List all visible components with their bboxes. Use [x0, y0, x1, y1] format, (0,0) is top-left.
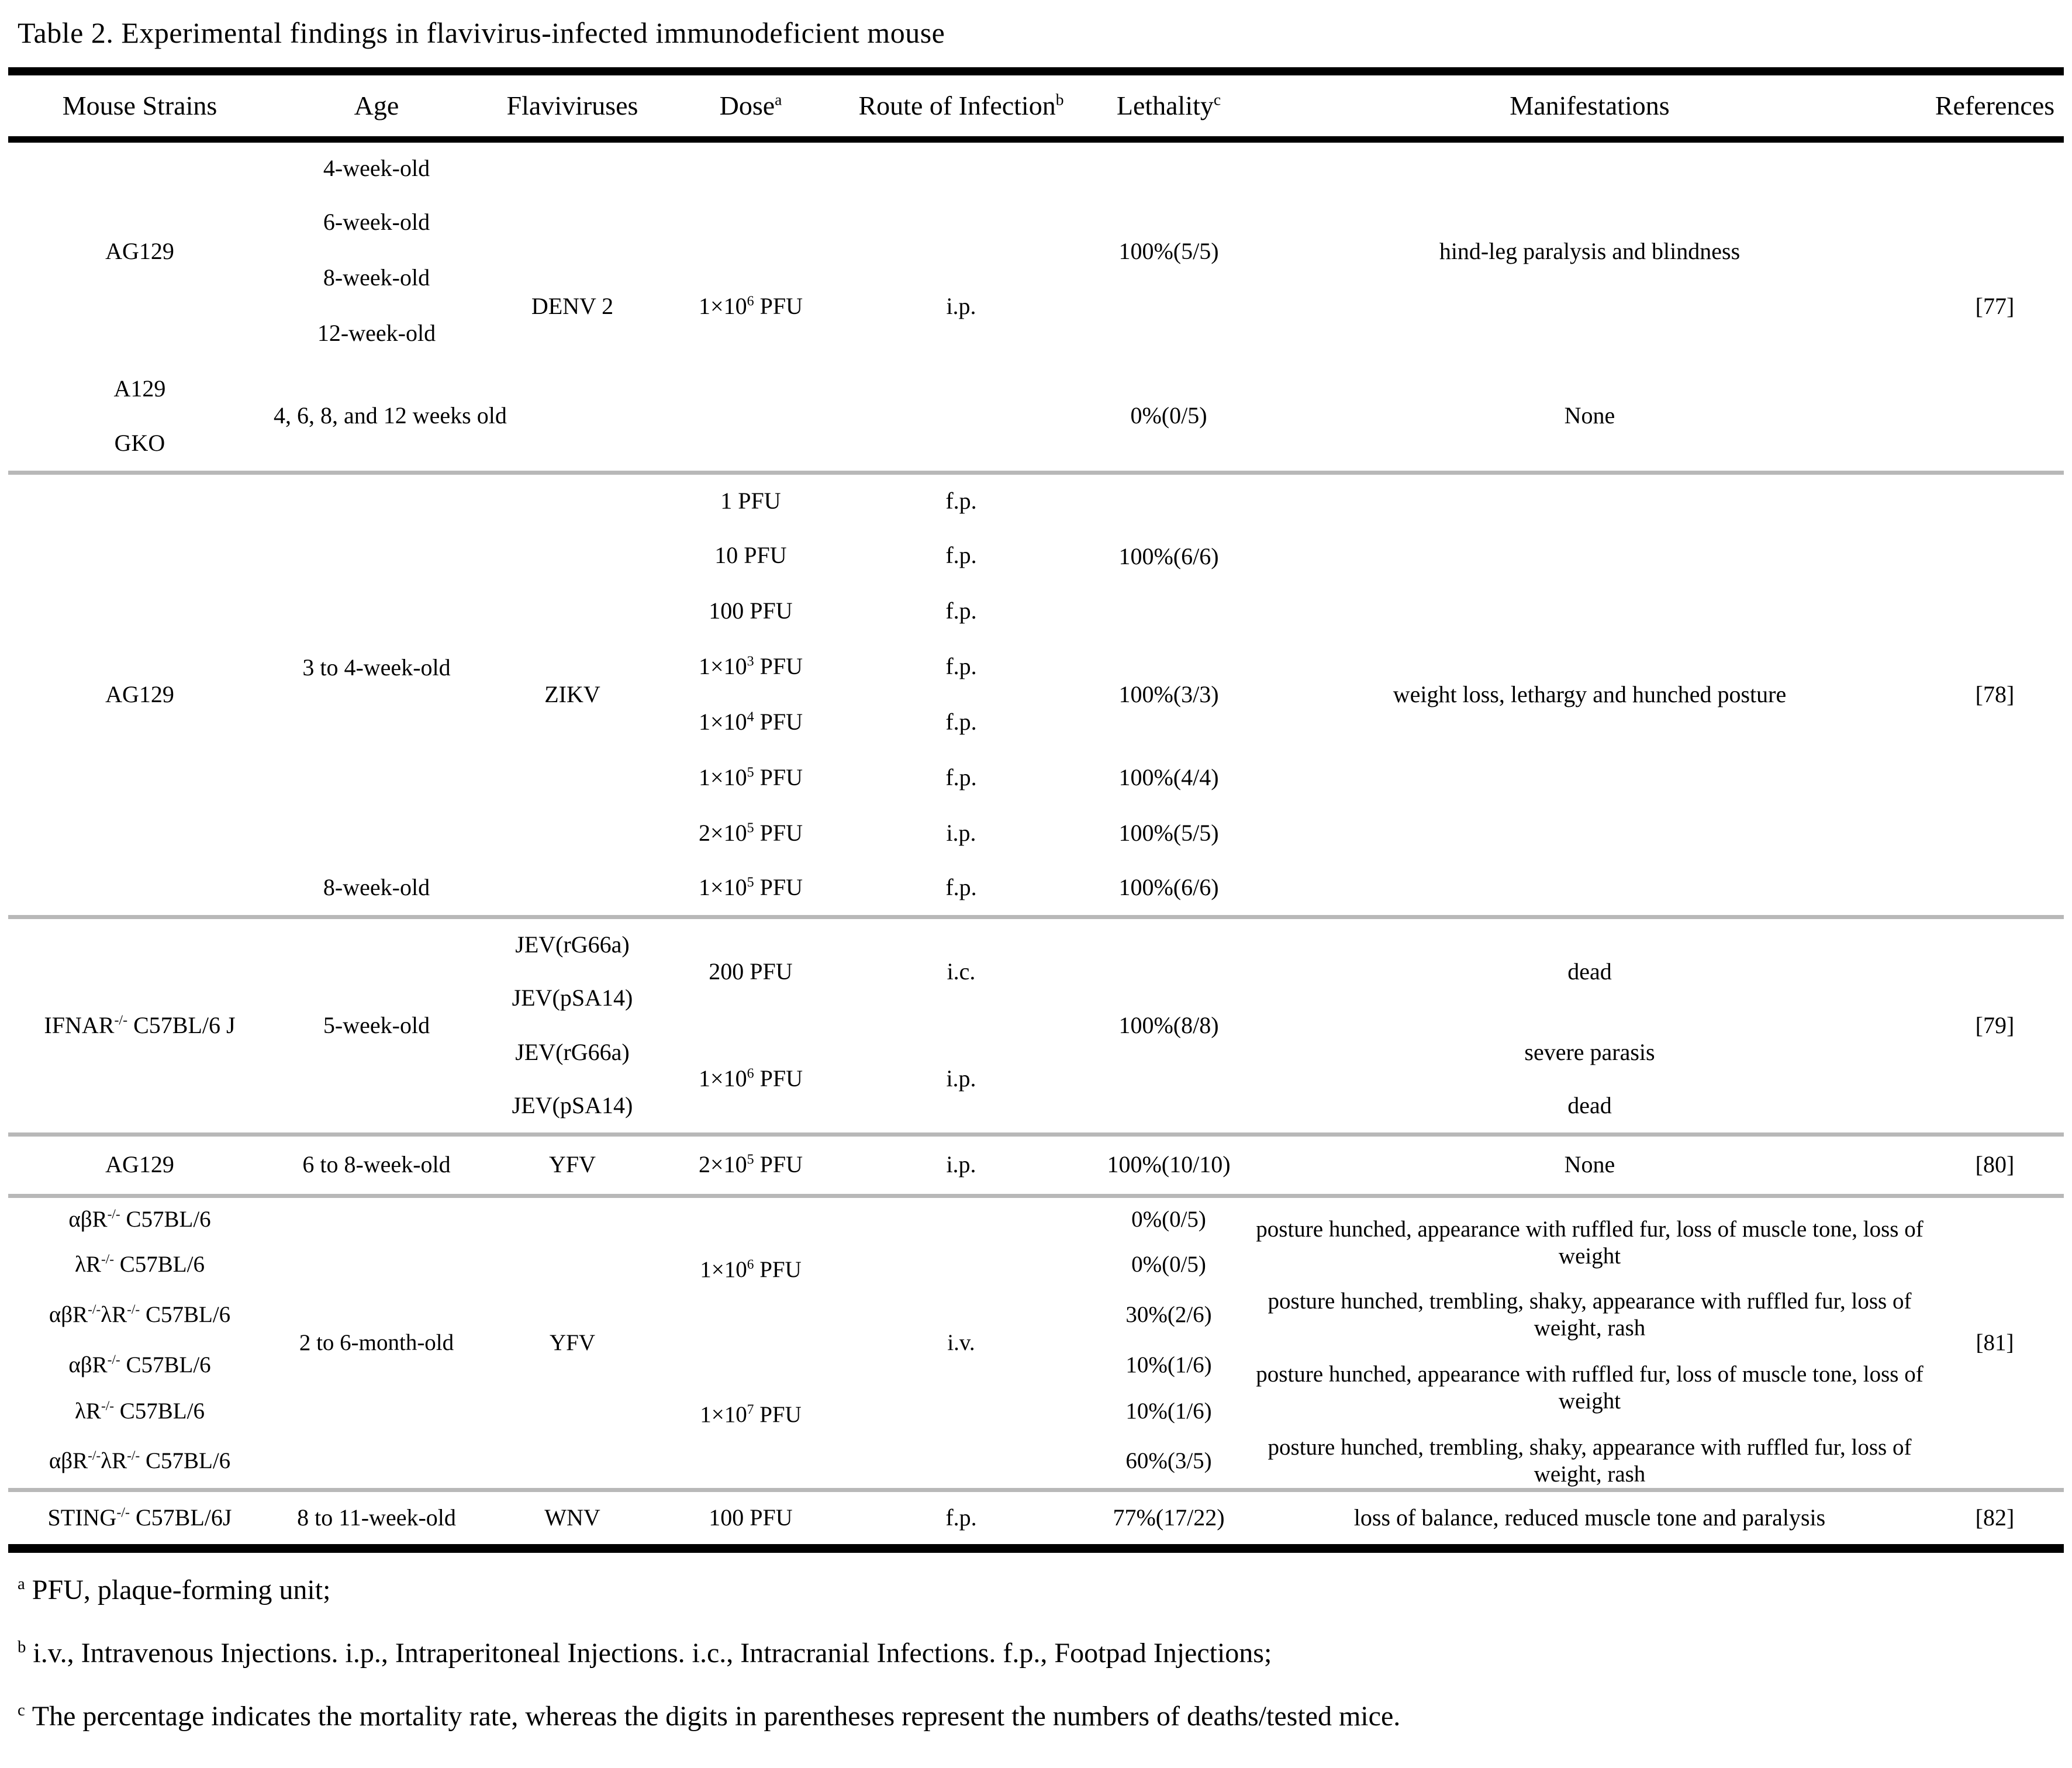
cell-route: i.p.	[946, 820, 976, 847]
strain-part: λR	[75, 1398, 101, 1424]
dose-unit: PFU	[754, 653, 803, 680]
cell-age: 5-week-old	[271, 917, 482, 1134]
column-header-mouse-strains: Mouse Strains	[8, 71, 271, 139]
cell-route: i.p.	[838, 1134, 1084, 1196]
cell-dose	[663, 750, 838, 806]
table-row	[8, 1134, 2064, 1196]
cell-lethality: 0%(0/5)	[1130, 402, 1207, 429]
cell-age: 4, 6, 8, and 12 weeks old	[274, 402, 507, 429]
footnotes-section	[8, 1553, 2064, 1734]
strain-knockout-sup: -/-	[88, 1448, 101, 1464]
table-row	[8, 472, 2064, 528]
cell-manifestation: severe parasis	[1524, 1039, 1655, 1066]
cell-lethality: 0%(0/5)	[1084, 1196, 1253, 1242]
dose-base: 1×10	[699, 1065, 747, 1092]
cell-flavivirus: JEV(pSA14)	[512, 985, 633, 1011]
table-row	[8, 1490, 2064, 1549]
cell-strain: AG129	[105, 238, 174, 265]
footnote-marker: a	[18, 1574, 25, 1594]
dose-base: 200 PFU	[709, 958, 793, 985]
table-header	[8, 71, 2064, 139]
cell-route: f.p.	[945, 874, 977, 901]
cell-route: i.v.	[838, 1196, 1084, 1490]
dose-base: 2×10	[699, 820, 747, 847]
column-header-lethality	[1084, 71, 1253, 139]
cell-dose	[663, 1490, 838, 1549]
cell-lethality: 0%(0/5)	[1131, 1252, 1206, 1277]
strain-part: αβR	[68, 1352, 108, 1377]
cell-strain: AG129	[8, 1134, 271, 1196]
footnote-marker: c	[18, 1701, 25, 1720]
cell-dose	[663, 528, 838, 583]
cell-age: 8-week-old	[323, 264, 430, 291]
dose-header-footnote-marker: a	[775, 90, 782, 109]
cell-strain	[8, 1434, 271, 1490]
cell-age: 12-week-old	[317, 320, 436, 347]
cell-lethality: 30%(2/6)	[1125, 1302, 1212, 1327]
strain-knockout-sup: -/-	[101, 1398, 115, 1414]
dose-unit: PFU	[754, 709, 803, 735]
dose-exponent: 6	[747, 293, 754, 309]
cell-route: i.p.	[946, 1065, 976, 1092]
strain-part: C57BL/6	[120, 1352, 211, 1377]
cell-manifestation: None	[1253, 1134, 1926, 1196]
dose-base: 1×10	[700, 1256, 747, 1282]
results-table	[8, 67, 2064, 1553]
cell-age: 3 to 4-week-old	[271, 472, 482, 861]
cell-flavivirus: WNV	[482, 1490, 663, 1549]
cell-dose	[663, 695, 838, 750]
table-row	[8, 917, 2064, 971]
cell-route: f.p.	[945, 598, 977, 624]
cell-dose	[663, 639, 838, 695]
dose-unit: PFU	[754, 1151, 803, 1178]
cell-lethality: 100%(4/4)	[1118, 764, 1219, 791]
dose-exponent: 6	[747, 1066, 754, 1082]
strain-knockout-sup: -/-	[107, 1352, 120, 1368]
dose-unit: PFU	[754, 820, 803, 847]
block-denv2	[8, 139, 2064, 472]
strain-part: STING	[47, 1504, 117, 1531]
dose-base: 1 PFU	[720, 487, 781, 514]
column-header-flaviviruses: Flaviviruses	[482, 71, 663, 139]
column-header-age: Age	[271, 71, 482, 139]
dose-base: 100 PFU	[709, 1504, 793, 1531]
cell-lethality: 100%(5/5)	[1118, 820, 1219, 847]
dose-base: 1×10	[699, 764, 747, 791]
cell-lethality: 100%(8/8)	[1084, 917, 1253, 1134]
dose-exponent: 5	[747, 820, 754, 836]
strain-part: IFNAR	[44, 1011, 115, 1038]
cell-manifestation: dead	[1253, 917, 1926, 1025]
cell-age: 6 to 8-week-old	[271, 1134, 482, 1196]
dose-base: 1×10	[699, 709, 747, 735]
cell-dose	[663, 1196, 838, 1342]
cell-lethality: 60%(3/5)	[1125, 1448, 1212, 1474]
table-title: Table 2. Experimental findings in flavivirus-infected immunodeficient mouse	[18, 16, 945, 49]
footnote-text: i.v., Intravenous Injections. i.p., Intraperitoneal Injections. i.c., Intracranial Infections. f.p., Footpad Injections;	[33, 1638, 1272, 1669]
footnote-text: PFU, plaque-forming unit;	[32, 1574, 331, 1606]
cell-manifestation: posture hunched, trembling, shaky, appearance with ruffled fur, loss of weight, rash	[1268, 1289, 1912, 1341]
cell-strain	[8, 917, 271, 1134]
dose-exponent: 5	[747, 765, 754, 781]
dose-base: 100 PFU	[709, 598, 793, 624]
cell-reference: [77]	[1975, 292, 2015, 319]
strain-part: αβR	[49, 1448, 88, 1474]
footnote-text: The percentage indicates the mortality rate, whereas the digits in parentheses represent the numbers of deaths/tested mice.	[32, 1701, 1401, 1732]
cell-manifestation: weight loss, lethargy and hunched posture	[1253, 472, 1926, 917]
dose-unit: PFU	[754, 874, 803, 901]
cell-manifestation: posture hunched, appearance with ruffled fur, loss of muscle tone, loss of weight	[1253, 1196, 1926, 1288]
cell-manifestation: posture hunched, appearance with ruffled fur, loss of muscle tone, loss of weight	[1256, 1362, 1923, 1414]
cell-strain	[8, 1288, 271, 1342]
dose-exponent: 4	[747, 709, 754, 725]
cell-route: i.p.	[946, 292, 976, 319]
cell-route: f.p.	[945, 653, 977, 680]
dose-unit: PFU	[754, 764, 803, 791]
lethality-header-footnote-marker: c	[1213, 90, 1221, 109]
cell-lethality: 10%(1/6)	[1125, 1398, 1212, 1424]
cell-route: f.p.	[945, 542, 977, 569]
cell-manifestation: hind-leg paralysis and blindness	[1439, 238, 1741, 265]
strain-part: αβR	[49, 1302, 88, 1327]
table-row	[8, 139, 2064, 195]
cell-route: f.p.	[838, 1490, 1084, 1549]
footnote-c	[18, 1699, 2060, 1734]
block-wnv	[8, 1490, 2064, 1549]
route-header-footnote-marker: b	[1055, 90, 1064, 109]
cell-lethality: 100%(6/6)	[1118, 874, 1219, 901]
cell-lethality: 100%(5/5)	[1118, 238, 1219, 265]
strain-knockout-sup: -/-	[127, 1448, 140, 1464]
cell-strain: A129	[113, 375, 166, 402]
dose-base: 1×10	[699, 292, 747, 319]
strain-part: C57BL/6	[120, 1207, 211, 1232]
cell-lethality: 100%(10/10)	[1084, 1134, 1253, 1196]
cell-strain	[8, 1490, 271, 1549]
block-yfv-ag129	[8, 1134, 2064, 1196]
cell-flavivirus: JEV(rG66a)	[482, 917, 663, 971]
cell-flavivirus: YFV	[482, 1196, 663, 1490]
column-header-manifestations: Manifestations	[1253, 71, 1926, 139]
footnote-a	[18, 1573, 2060, 1608]
column-header-references: References	[1926, 71, 2064, 139]
strain-knockout-sup: -/-	[107, 1207, 120, 1223]
dose-base: 10 PFU	[714, 542, 787, 569]
cell-age: 8-week-old	[323, 874, 430, 901]
dose-unit: PFU	[754, 292, 803, 319]
cell-strain: AG129	[8, 472, 271, 917]
cell-strain	[8, 1342, 271, 1388]
strain-knockout-sup: -/-	[101, 1252, 115, 1268]
dose-exponent: 5	[747, 875, 754, 891]
lethality-header-label: Lethality	[1116, 91, 1214, 121]
cell-reference: [81]	[1926, 1196, 2064, 1490]
cell-reference: [78]	[1926, 472, 2064, 917]
cell-dose	[663, 139, 838, 472]
strain-knockout-sup: -/-	[88, 1302, 101, 1317]
strain-knockout-sup: -/-	[127, 1302, 140, 1317]
strain-part: λR	[101, 1448, 127, 1474]
dose-base: 1×10	[699, 653, 747, 680]
column-header-route	[838, 71, 1084, 139]
cell-route: f.p.	[838, 472, 1084, 528]
cell-dose	[663, 583, 838, 639]
dose-base: 1×10	[700, 1402, 747, 1428]
cell-manifestation: dead	[1567, 1092, 1612, 1119]
table-row	[8, 1196, 2064, 1242]
cell-route: f.p.	[945, 709, 977, 735]
cell-dose	[663, 1134, 838, 1196]
dose-base: 2×10	[699, 1151, 747, 1178]
strain-part: λR	[75, 1252, 101, 1277]
cell-strain	[8, 1242, 271, 1288]
cell-route: f.p.	[945, 764, 977, 791]
cell-lethality: 100%(6/6)	[1084, 472, 1253, 639]
strain-knockout-sup: -/-	[116, 1505, 130, 1521]
strain-part: C57BL/6	[140, 1448, 231, 1474]
strain-part: C57BL/6	[114, 1252, 205, 1277]
cell-lethality: 100%(3/3)	[1118, 681, 1219, 707]
cell-dose	[663, 1025, 838, 1134]
dose-unit: PFU	[754, 1402, 802, 1428]
cell-flavivirus: DENV 2	[531, 292, 614, 319]
cell-age: 8 to 11-week-old	[271, 1490, 482, 1549]
cell-manifestation: None	[1564, 402, 1615, 429]
dose-exponent: 6	[747, 1256, 754, 1272]
strain-part: λR	[101, 1302, 127, 1327]
cell-flavivirus: JEV(pSA14)	[512, 1092, 633, 1119]
strain-part: C57BL/6	[114, 1398, 205, 1424]
cell-age: 6-week-old	[323, 209, 430, 236]
cell-strain: GKO	[114, 430, 165, 457]
route-header-label: Route of Infection	[858, 91, 1056, 121]
strain-part: C57BL/6	[140, 1302, 231, 1327]
strain-part: C57BL/6 J	[127, 1011, 236, 1038]
cell-reference: [79]	[1926, 917, 2064, 1134]
cell-manifestation: loss of balance, reduced muscle tone and paralysis	[1253, 1490, 1926, 1549]
block-yfv-c57bl6	[8, 1196, 2064, 1490]
cell-age: 2 to 6-month-old	[271, 1196, 482, 1490]
cell-route: i.c.	[838, 917, 1084, 1025]
strain-knockout-sup: -/-	[114, 1013, 128, 1028]
cell-strain	[8, 1196, 271, 1242]
cell-dose	[663, 806, 838, 861]
cell-dose	[663, 861, 838, 917]
cell-reference: [82]	[1926, 1490, 2064, 1549]
dose-base: 1×10	[699, 874, 747, 901]
cell-manifestation: posture hunched, trembling, shaky, appearance with ruffled fur, loss of weight, rash	[1268, 1435, 1912, 1487]
block-jev	[8, 917, 2064, 1134]
dose-exponent: 7	[747, 1402, 754, 1418]
cell-flavivirus: YFV	[482, 1134, 663, 1196]
dose-exponent: 5	[747, 1152, 754, 1168]
cell-dose	[663, 1342, 838, 1490]
cell-dose	[663, 472, 838, 528]
dose-exponent: 3	[747, 654, 754, 669]
cell-lethality: 77%(17/22)	[1084, 1490, 1253, 1549]
footnote-b	[18, 1636, 2060, 1671]
dose-unit: PFU	[754, 1256, 802, 1282]
strain-part: C57BL/6J	[129, 1504, 232, 1531]
cell-age: 4-week-old	[323, 154, 430, 181]
cell-lethality: 10%(1/6)	[1125, 1352, 1212, 1377]
cell-dose	[663, 917, 838, 1025]
column-header-dose	[663, 71, 838, 139]
cell-flavivirus: ZIKV	[482, 472, 663, 917]
footnote-marker: b	[18, 1638, 26, 1657]
cell-reference: [80]	[1926, 1134, 2064, 1196]
strain-part: αβR	[68, 1207, 108, 1232]
cell-flavivirus: JEV(rG66a)	[515, 1039, 630, 1066]
dose-unit: PFU	[754, 1065, 803, 1092]
dose-header-label: Dose	[719, 91, 775, 121]
cell-strain	[8, 1388, 271, 1434]
block-zikv	[8, 472, 2064, 917]
